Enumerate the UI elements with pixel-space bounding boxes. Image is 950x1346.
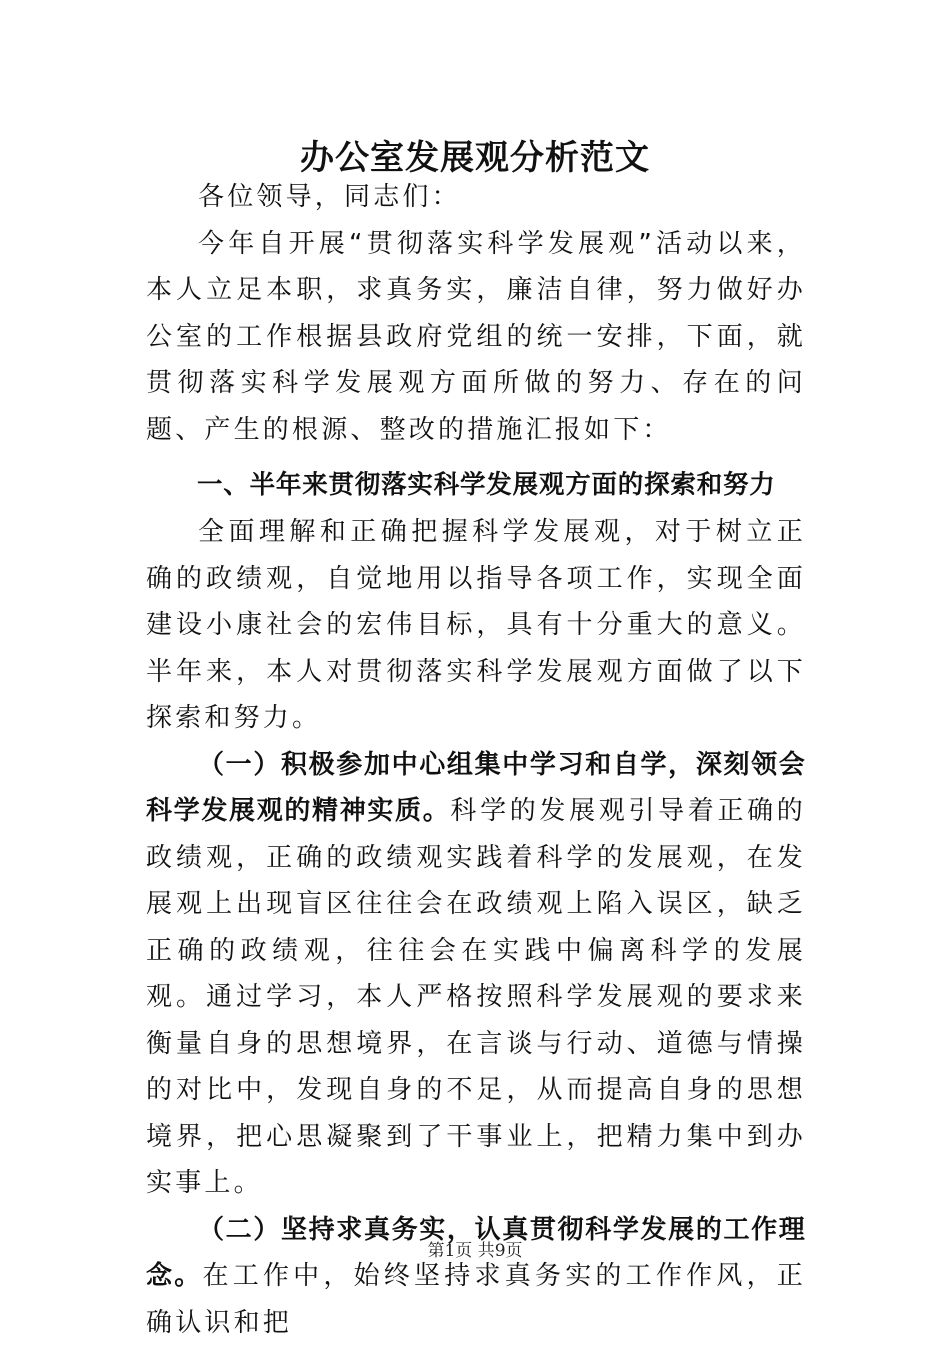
item-1-lead: （一）积极参加中心组集中学习和自学，深刻领会科学发展观的精神实质。 — [146, 750, 806, 827]
document-body — [146, 174, 806, 1346]
document-title: 办公室发展观分析范文 — [0, 132, 950, 184]
intro-paragraph: 今年自开展“贯彻落实科学发展观”活动以来，本人立足本职，求真务实，廉洁自律，努力做好办公室的工作根据县政府党组的统一安排，下面，就贯彻落实科学发展观方面所做的努力、存在的问题、产生的根源、整改的措施汇报如下： — [146, 221, 806, 454]
greeting-paragraph: 各位领导，同志们： — [146, 174, 806, 221]
section-1-paragraph: 全面理解和正确把握科学发展观，对于树立正确的政绩观，自觉地用以指导各项工作，实现全面建设小康社会的宏伟目标，具有十分重大的意义。半年来，本人对贯彻落实科学发展观方面做了以下探索和努力。 — [146, 509, 806, 742]
item-2-lead: （二）坚持求真务实，认真贯彻科学发展的工作理念。 — [146, 1215, 806, 1292]
item-2-body: 在工作中，始终坚持求真务实的工作作风，正确认识和把 — [146, 1261, 806, 1338]
page-number-footer: 第1页 共9页 — [0, 1239, 950, 1263]
item-2-paragraph — [146, 1207, 806, 1346]
item-1-paragraph — [146, 742, 806, 1207]
section-1-heading: 一、半年来贯彻落实科学发展观方面的探索和努力 — [146, 453, 806, 507]
item-1-body: 科学的发展观引导着正确的政绩观，正确的政绩观实践着科学的发展观，在发展观上出现盲区往往会在政绩观上陷入误区，缺乏正确的政绩观，往往会在实践中偏离科学的发展观。通过学习，本人严格按照科学发展观的要求来衡量自身的思想境界，在言谈与行动、道德与情操的对比中，发现自身的不足，从而提高自身的思想境界，把心思凝聚到了干事业上，把精力集中到办实事上。 — [146, 796, 806, 1198]
